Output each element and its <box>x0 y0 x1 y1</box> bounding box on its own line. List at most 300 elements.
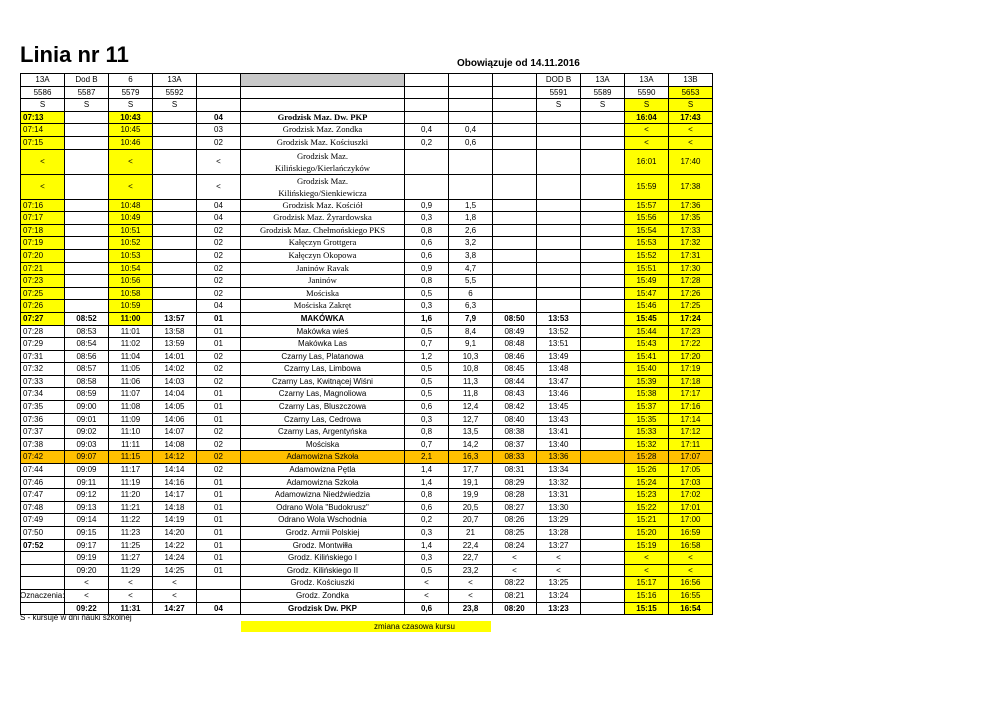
time-cell: 08:31 <box>493 464 537 477</box>
time-cell: 11:17 <box>109 464 153 477</box>
time-cell: 07:42 <box>21 451 65 464</box>
time-cell: 08:44 <box>493 375 537 388</box>
time-cell: 07:27 <box>21 312 65 325</box>
time-cell: 07:13 <box>21 111 65 124</box>
header-cell: S <box>669 99 713 112</box>
time-cell: 16:58 <box>669 539 713 552</box>
time-cell: 15:41 <box>625 350 669 363</box>
time-cell <box>581 451 625 464</box>
time-cell <box>153 300 197 313</box>
time-cell: 13:57 <box>153 312 197 325</box>
time-cell <box>493 136 537 149</box>
time-cell: 15:52 <box>625 249 669 262</box>
distance-cell: 0,8 <box>405 224 449 237</box>
time-cell <box>581 388 625 401</box>
time-cell: 15:39 <box>625 375 669 388</box>
header-cell: 13B <box>669 74 713 87</box>
time-cell: 13:52 <box>537 325 581 338</box>
header-cell: 5579 <box>109 86 153 99</box>
time-cell <box>493 300 537 313</box>
distance-cell: 0,5 <box>405 564 449 577</box>
distance-cell: 0,7 <box>405 438 449 451</box>
distance-cell: 4,7 <box>449 262 493 275</box>
zone-cell: 02 <box>197 237 241 250</box>
zone-cell <box>197 577 241 590</box>
time-cell: 16:55 <box>669 589 713 602</box>
distance-cell <box>449 111 493 124</box>
time-cell <box>537 111 581 124</box>
time-cell: 10:56 <box>109 275 153 288</box>
time-cell <box>153 136 197 149</box>
time-cell: 13:29 <box>537 514 581 527</box>
header-cell: S <box>537 99 581 112</box>
time-cell: < <box>493 552 537 565</box>
time-cell: 08:37 <box>493 438 537 451</box>
time-cell <box>153 111 197 124</box>
stop-name-cell: Grodzisk Maz. Kilińskiego/Sienkiewicza <box>241 174 405 199</box>
time-cell: 15:37 <box>625 401 669 414</box>
time-cell <box>581 363 625 376</box>
header-stop-cell <box>241 74 405 87</box>
zone-cell: 04 <box>197 199 241 212</box>
distance-cell: 9,1 <box>449 338 493 351</box>
stop-name-cell: Czarny Las, Argentyńska <box>241 426 405 439</box>
time-cell: 08:54 <box>65 338 109 351</box>
time-cell: 10:43 <box>109 111 153 124</box>
time-cell: 17:36 <box>669 199 713 212</box>
time-cell: 15:51 <box>625 262 669 275</box>
time-cell <box>65 149 109 174</box>
time-cell: 15:32 <box>625 438 669 451</box>
time-cell: < <box>669 552 713 565</box>
time-cell: 11:06 <box>109 375 153 388</box>
distance-cell: 12,4 <box>449 401 493 414</box>
stop-name-cell: Janinów <box>241 275 405 288</box>
time-cell <box>581 149 625 174</box>
time-cell: 15:53 <box>625 237 669 250</box>
distance-cell: 1,8 <box>449 212 493 225</box>
distance-cell: 0,5 <box>405 325 449 338</box>
time-cell: 15:46 <box>625 300 669 313</box>
time-cell: 07:47 <box>21 489 65 502</box>
time-cell: 08:43 <box>493 388 537 401</box>
header-stop-cell <box>241 86 405 99</box>
distance-cell: 0,8 <box>405 275 449 288</box>
timetable-row <box>21 552 713 565</box>
distance-cell: 19,9 <box>449 489 493 502</box>
distance-cell: 0,9 <box>405 262 449 275</box>
distance-cell: 0,7 <box>405 338 449 351</box>
distance-cell: 16,3 <box>449 451 493 464</box>
time-cell: 17:20 <box>669 350 713 363</box>
zone-cell: 01 <box>197 501 241 514</box>
timetable-row <box>21 438 713 451</box>
zone-cell: 01 <box>197 312 241 325</box>
timetable-row <box>21 199 713 212</box>
distance-cell: 0,5 <box>405 363 449 376</box>
time-cell <box>493 237 537 250</box>
time-cell: 11:08 <box>109 401 153 414</box>
header-cell: 13A <box>625 74 669 87</box>
time-cell: 17:18 <box>669 375 713 388</box>
time-cell: 07:21 <box>21 262 65 275</box>
time-cell: 09:09 <box>65 464 109 477</box>
time-cell: 17:02 <box>669 489 713 502</box>
time-cell <box>153 287 197 300</box>
stop-name-cell: Grodz. Kilińskiego II <box>241 564 405 577</box>
time-cell <box>581 199 625 212</box>
time-cell <box>153 237 197 250</box>
time-cell: < <box>625 136 669 149</box>
stop-name-cell: Grodzisk Maz. Kościół <box>241 199 405 212</box>
time-cell: 13:49 <box>537 350 581 363</box>
time-cell <box>493 149 537 174</box>
distance-cell: 3,8 <box>449 249 493 262</box>
zone-cell: 02 <box>197 363 241 376</box>
time-cell: 16:54 <box>669 602 713 615</box>
time-cell: 09:20 <box>65 564 109 577</box>
time-cell: < <box>625 124 669 137</box>
time-cell <box>65 275 109 288</box>
time-cell: 11:29 <box>109 564 153 577</box>
time-cell: 13:31 <box>537 489 581 502</box>
stop-name-cell: Grodzisk Maz. Chełmońskiego PKS <box>241 224 405 237</box>
distance-cell: 12,7 <box>449 413 493 426</box>
time-cell: 07:33 <box>21 375 65 388</box>
timetable-row <box>21 224 713 237</box>
time-cell: 13:48 <box>537 363 581 376</box>
time-cell: 11:01 <box>109 325 153 338</box>
distance-cell: 2,1 <box>405 451 449 464</box>
zone-cell: 01 <box>197 401 241 414</box>
time-cell: 15:15 <box>625 602 669 615</box>
time-cell <box>581 527 625 540</box>
time-cell <box>581 350 625 363</box>
time-cell <box>581 375 625 388</box>
timetable-row <box>21 363 713 376</box>
distance-cell: 20,5 <box>449 501 493 514</box>
time-cell: 10:52 <box>109 237 153 250</box>
time-cell <box>581 552 625 565</box>
header-cell: S <box>625 99 669 112</box>
time-cell: 13:32 <box>537 476 581 489</box>
time-cell: 17:33 <box>669 224 713 237</box>
time-cell <box>537 136 581 149</box>
stop-name-cell: Grodzisk Dw. PKP <box>241 602 405 615</box>
time-cell <box>581 426 625 439</box>
time-cell: 15:22 <box>625 501 669 514</box>
header-row <box>21 74 713 87</box>
timetable-row <box>21 300 713 313</box>
time-cell <box>581 325 625 338</box>
time-cell: 08:38 <box>493 426 537 439</box>
time-cell: 10:59 <box>109 300 153 313</box>
zone-cell: 01 <box>197 325 241 338</box>
time-cell: 11:15 <box>109 451 153 464</box>
time-cell: 08:50 <box>493 312 537 325</box>
time-cell: 08:59 <box>65 388 109 401</box>
time-cell: 11:25 <box>109 539 153 552</box>
header-cell <box>405 99 449 112</box>
time-cell: 14:27 <box>153 602 197 615</box>
time-cell <box>537 174 581 199</box>
time-cell: 14:01 <box>153 350 197 363</box>
time-cell <box>581 501 625 514</box>
header-cell: DOD B <box>537 74 581 87</box>
time-cell: 10:53 <box>109 249 153 262</box>
timetable-row <box>21 375 713 388</box>
time-cell: 14:18 <box>153 501 197 514</box>
time-cell <box>581 438 625 451</box>
time-cell: 15:47 <box>625 287 669 300</box>
header-cell: 13A <box>153 74 197 87</box>
time-cell: 11:00 <box>109 312 153 325</box>
time-cell: 07:26 <box>21 300 65 313</box>
time-cell: 14:08 <box>153 438 197 451</box>
header-cell: 5592 <box>153 86 197 99</box>
time-cell: 17:28 <box>669 275 713 288</box>
time-cell: 15:43 <box>625 338 669 351</box>
zone-cell: 01 <box>197 489 241 502</box>
zone-cell: 01 <box>197 413 241 426</box>
time-cell <box>153 149 197 174</box>
time-cell <box>581 300 625 313</box>
distance-cell: 0,4 <box>405 124 449 137</box>
stop-name-cell: Grodzisk Maz. Zondka <box>241 124 405 137</box>
stop-name-cell: Czarny Las, Cedrowa <box>241 413 405 426</box>
distance-cell: 0,2 <box>405 514 449 527</box>
time-cell: 13:34 <box>537 464 581 477</box>
timetable-row <box>21 149 713 174</box>
time-cell: 13:28 <box>537 527 581 540</box>
stop-name-cell: Adamowizna Niedźwiedzia <box>241 489 405 502</box>
zone-cell: 02 <box>197 287 241 300</box>
time-cell: 08:53 <box>65 325 109 338</box>
timetable-row <box>21 350 713 363</box>
distance-cell: 0,8 <box>405 489 449 502</box>
stop-name-cell: Grodz. Kościuszki <box>241 577 405 590</box>
time-cell: 07:52 <box>21 539 65 552</box>
time-cell: 11:02 <box>109 338 153 351</box>
time-change-legend <box>241 621 491 632</box>
timetable-row <box>21 111 713 124</box>
header-cell <box>493 86 537 99</box>
time-cell: 13:59 <box>153 338 197 351</box>
timetable-row <box>21 539 713 552</box>
time-cell: 07:28 <box>21 325 65 338</box>
time-cell: 07:37 <box>21 426 65 439</box>
header-cell: 5653 <box>669 86 713 99</box>
time-cell: 07:38 <box>21 438 65 451</box>
time-cell: 17:01 <box>669 501 713 514</box>
time-cell: 07:15 <box>21 136 65 149</box>
time-cell: 07:14 <box>21 124 65 137</box>
distance-cell: 0,3 <box>405 413 449 426</box>
time-cell: 11:22 <box>109 514 153 527</box>
time-cell: 15:56 <box>625 212 669 225</box>
distance-cell: 11,8 <box>449 388 493 401</box>
time-cell: 10:51 <box>109 224 153 237</box>
timetable-row <box>21 174 713 199</box>
time-cell <box>493 212 537 225</box>
zone-cell: 02 <box>197 464 241 477</box>
time-cell: 08:24 <box>493 539 537 552</box>
distance-cell: < <box>449 577 493 590</box>
distance-cell: 8,4 <box>449 325 493 338</box>
time-cell: 14:12 <box>153 451 197 464</box>
timetable-row <box>21 464 713 477</box>
time-cell: 08:27 <box>493 501 537 514</box>
time-cell: 11:27 <box>109 552 153 565</box>
time-cell: 11:31 <box>109 602 153 615</box>
timetable-row <box>21 275 713 288</box>
time-cell: < <box>669 564 713 577</box>
time-cell: 13:25 <box>537 577 581 590</box>
timetable-row <box>21 489 713 502</box>
time-cell: 15:28 <box>625 451 669 464</box>
time-cell: 09:14 <box>65 514 109 527</box>
time-cell: 14:19 <box>153 514 197 527</box>
distance-cell: 23,8 <box>449 602 493 615</box>
time-cell: 14:14 <box>153 464 197 477</box>
distance-cell: 0,6 <box>405 501 449 514</box>
time-cell: 17:31 <box>669 249 713 262</box>
time-cell: 08:56 <box>65 350 109 363</box>
time-cell: 07:29 <box>21 338 65 351</box>
timetable-row <box>21 388 713 401</box>
time-cell: 17:23 <box>669 325 713 338</box>
time-cell: 16:59 <box>669 527 713 540</box>
time-cell <box>21 564 65 577</box>
stop-name-cell: Kałęczyn Okopowa <box>241 249 405 262</box>
distance-cell: 6 <box>449 287 493 300</box>
distance-cell: 5,5 <box>449 275 493 288</box>
zone-cell: 01 <box>197 539 241 552</box>
distance-cell: 0,5 <box>405 287 449 300</box>
time-cell: 17:40 <box>669 149 713 174</box>
time-cell <box>581 338 625 351</box>
time-cell: 08:33 <box>493 451 537 464</box>
header-cell: 5591 <box>537 86 581 99</box>
stop-name-cell: Makówka Las <box>241 338 405 351</box>
zone-cell: 01 <box>197 527 241 540</box>
time-cell <box>581 124 625 137</box>
distance-cell: 0,3 <box>405 527 449 540</box>
distance-cell: 0,6 <box>405 401 449 414</box>
timetable-row <box>21 249 713 262</box>
time-cell: 07:50 <box>21 527 65 540</box>
notes-heading: Oznaczenia: <box>20 591 65 600</box>
timetable-row <box>21 312 713 325</box>
time-cell <box>65 300 109 313</box>
time-cell: 14:22 <box>153 539 197 552</box>
time-cell: 13:24 <box>537 589 581 602</box>
header-cell <box>405 74 449 87</box>
time-cell <box>581 237 625 250</box>
time-cell: 15:26 <box>625 464 669 477</box>
time-cell: 15:20 <box>625 527 669 540</box>
time-cell <box>493 275 537 288</box>
header-cell: 5589 <box>581 86 625 99</box>
stop-name-cell: Grodz. Montwiłła <box>241 539 405 552</box>
zone-cell: 02 <box>197 375 241 388</box>
time-cell: 09:12 <box>65 489 109 502</box>
header-cell <box>449 74 493 87</box>
time-cell: 07:19 <box>21 237 65 250</box>
time-cell: 17:43 <box>669 111 713 124</box>
header-cell <box>197 99 241 112</box>
time-cell <box>581 514 625 527</box>
time-cell: < <box>65 577 109 590</box>
time-cell: 17:30 <box>669 262 713 275</box>
stop-name-cell: Grodzisk Maz. Żyrardowska <box>241 212 405 225</box>
distance-cell: 10,8 <box>449 363 493 376</box>
time-cell <box>581 564 625 577</box>
distance-cell: 0,3 <box>405 300 449 313</box>
time-cell: 11:20 <box>109 489 153 502</box>
header-cell <box>405 86 449 99</box>
time-cell: 09:00 <box>65 401 109 414</box>
time-cell: 10:48 <box>109 199 153 212</box>
stop-name-cell: Mościska Zakręt <box>241 300 405 313</box>
distance-cell <box>405 149 449 174</box>
time-cell: 08:22 <box>493 577 537 590</box>
time-cell <box>153 199 197 212</box>
time-cell: 08:48 <box>493 338 537 351</box>
distance-cell: 1,2 <box>405 350 449 363</box>
stop-name-cell: MAKÓWKA <box>241 312 405 325</box>
distance-cell: 0,5 <box>405 375 449 388</box>
header-row <box>21 99 713 112</box>
zone-cell: 02 <box>197 426 241 439</box>
time-cell: 07:46 <box>21 476 65 489</box>
time-cell: 13:47 <box>537 375 581 388</box>
time-cell: 17:00 <box>669 514 713 527</box>
timetable-row <box>21 413 713 426</box>
zone-cell: 04 <box>197 212 241 225</box>
time-cell: 08:29 <box>493 476 537 489</box>
time-cell: < <box>537 564 581 577</box>
timetable-row <box>21 577 713 590</box>
distance-cell: 1,4 <box>405 476 449 489</box>
zone-cell: 01 <box>197 476 241 489</box>
header-cell <box>493 74 537 87</box>
time-cell <box>581 212 625 225</box>
time-cell: < <box>625 564 669 577</box>
time-cell: 15:35 <box>625 413 669 426</box>
time-cell: 09:03 <box>65 438 109 451</box>
time-cell <box>537 237 581 250</box>
stop-name-cell: Grodz. Kilińskiego I <box>241 552 405 565</box>
stop-name-cell: Grodzisk Maz. Dw. PKP <box>241 111 405 124</box>
time-cell: 14:02 <box>153 363 197 376</box>
time-cell <box>65 249 109 262</box>
distance-cell: 3,2 <box>449 237 493 250</box>
header-cell <box>449 99 493 112</box>
time-cell <box>537 300 581 313</box>
distance-cell: < <box>405 589 449 602</box>
time-cell <box>65 237 109 250</box>
time-cell <box>493 224 537 237</box>
time-cell: 07:25 <box>21 287 65 300</box>
time-cell: 07:49 <box>21 514 65 527</box>
time-cell <box>581 476 625 489</box>
time-cell <box>153 224 197 237</box>
time-cell <box>21 577 65 590</box>
time-cell: 09:07 <box>65 451 109 464</box>
time-cell: 07:36 <box>21 413 65 426</box>
time-cell: < <box>21 149 65 174</box>
